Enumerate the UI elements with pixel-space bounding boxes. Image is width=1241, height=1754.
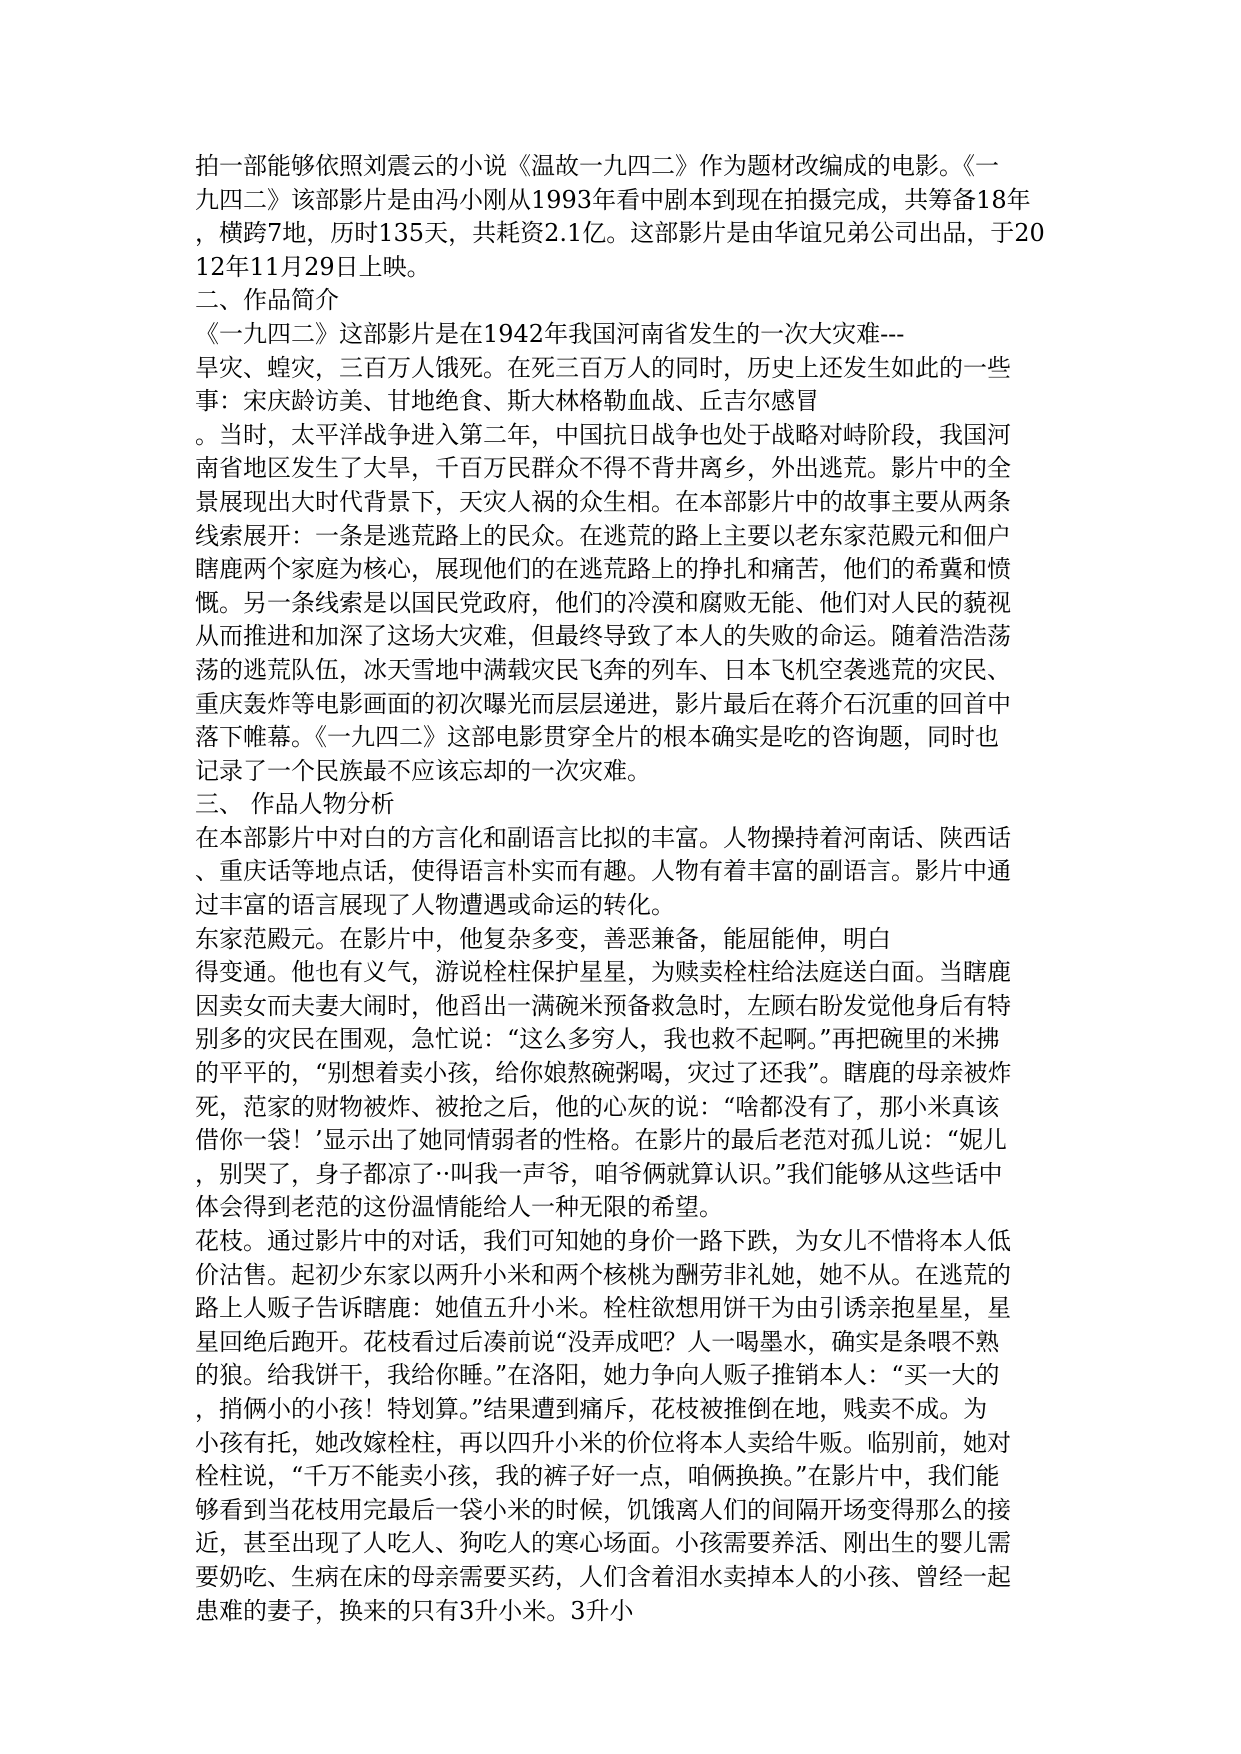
text-line: 线索展开：一条是逃荒路上的民众。在逃荒的路上主要以老东家范殿元和佃户	[195, 521, 1011, 550]
text-line: 重庆轰炸等电影画面的初次曝光而层层递进，影片最后在蒋介石沉重的回首中	[195, 689, 1011, 718]
text-line: 借你一袋！’显示出了她同情弱者的性格。在影片的最后老范对孤儿说：“妮儿	[195, 1126, 1007, 1155]
text-line: 的平平的，“别想着卖小孩，给你娘熬碗粥喝，灾过了还我”。瞎鹿的母亲被炸	[195, 1059, 1012, 1088]
text-line: 别多的灾民在围观，急忙说：“这么多穷人，我也救不起啊。”再把碗里的米拂	[195, 1025, 1000, 1054]
text-line: 因卖女而夫妻大闹时，他舀出一满碗米预备救急时，左顾右盼发觉他身后有特	[195, 991, 1011, 1020]
text-line: 星回绝后跑开。花枝看过后凑前说“没弄成吧？人一喝墨水，确实是条喂不熟	[195, 1327, 1000, 1356]
text-line: 景展现出大时代背景下，天灾人祸的众生相。在本部影片中的故事主要从两条	[195, 487, 1011, 516]
text-line: 东家范殿元。在影片中，他复杂多变，善恶兼备，能屈能伸，明白	[195, 924, 891, 953]
text-line: ，别哭了，身子都凉了··叫我一声爷，咱爷俩就算认识。”我们能够从这些话中	[195, 1159, 1003, 1188]
text-line: 三、 作品人物分析	[195, 790, 395, 819]
text-line: 得变通。他也有义气，游说栓柱保护星星，为赎卖栓柱给法庭送白面。当瞎鹿	[195, 958, 1011, 987]
text-line: 拍一部能够依照刘震云的小说《温故一九四二》作为题材改编成的电影。《一	[195, 152, 999, 180]
text-line: 南省地区发生了大旱，千百万民群众不得不背井离乡，外出逃荒。影片中的全	[195, 454, 1011, 483]
text-line: 体会得到老范的这份温情能给人一种无限的希望。	[195, 1193, 723, 1222]
text-line: 记录了一个民族最不应该忘却的一次灾难。	[195, 756, 651, 785]
text-line: 小孩有托，她改嫁栓柱，再以四升小米的价位将本人卖给牛贩。临别前，她对	[195, 1428, 1011, 1457]
text-line: 栓柱说，“千万不能卖小孩，我的裤子好一点，咱俩换换。”在影片中，我们能	[195, 1462, 1000, 1491]
text-line: 死，范家的财物被炸、被抢之后，他的心灰的说：“啥都没有了，那小米真该	[195, 1092, 1000, 1121]
text-line: 九四二》该部影片是由冯小刚从1993年看中剧本到现在拍摄完成，共筹备18年	[195, 185, 1031, 214]
text-line: 瞎鹿两个家庭为核心，展现他们的在逃荒路上的挣扎和痛苦，他们的希冀和愤	[195, 555, 1011, 584]
document-page	[195, 150, 1045, 1628]
text-line: 旱灾、蝗灾，三百万人饿死。在死三百万人的同时，历史上还发生如此的一些	[195, 353, 1011, 382]
text-line: 、重庆话等地点话，使得语言朴实而有趣。人物有着丰富的副语言。影片中通	[195, 857, 1011, 886]
text-line: 落下帷幕。《一九四二》这部电影贯穿全片的根本确实是吃的咨询题，同时也	[195, 723, 999, 752]
text-line: 从而推进和加深了这场大灾难，但最终导致了本人的失败的命运。随着浩浩荡	[195, 622, 1011, 651]
text-line: 荡的逃荒队伍，冰天雪地中满载灾民飞奔的列车、日本飞机空袭逃荒的灾民、	[195, 655, 1011, 684]
text-line: 近，甚至出现了人吃人、狗吃人的寒心场面。小孩需要养活、刚出生的婴儿需	[195, 1529, 1011, 1558]
text-line: 花枝。通过影片中的对话，我们可知她的身价一路下跌，为女儿不惜将本人低	[195, 1227, 1011, 1255]
text-line: 要奶吃、生病在床的母亲需要买药，人们含着泪水卖掉本人的小孩、曾经一起	[195, 1562, 1011, 1591]
text-line: 在本部影片中对白的方言化和副语言比拟的丰富。人物操持着河南话、陕西话	[195, 823, 1011, 852]
text-line: 患难的妻子，换来的只有3升小米。3升小	[195, 1596, 634, 1625]
text-line: 价沽售。起初少东家以两升小米和两个核桃为酬劳非礼她，她不从。在逃荒的	[195, 1260, 1011, 1289]
text-line: 的狼。给我饼干，我给你睡。”在洛阳，她力争向人贩子推销本人：“买一大的	[195, 1361, 1000, 1390]
text-line: 事：宋庆龄访美、甘地绝食、斯大林格勒血战、丘吉尔感冒	[195, 387, 819, 416]
text-line: 过丰富的语言展现了人物遭遇或命运的转化。	[195, 891, 675, 920]
text-line: ，横跨7地，历时135天，共耗资2.1亿。这部影片是由华谊兄弟公司出品，于20	[195, 219, 1045, 248]
text-line: 路上人贩子告诉瞎鹿：她值五升小米。栓柱欲想用饼干为由引诱亲抱星星，星	[195, 1294, 1011, 1323]
text-line: 二、作品简介	[195, 286, 339, 315]
text-line: 12年11月29日上映。	[195, 252, 431, 281]
text-line: 够看到当花枝用完最后一袋小米的时候，饥饿离人们的间隔开场变得那么的接	[195, 1495, 1011, 1524]
text-line: ，捎俩小的小孩！特划算。”结果遭到痛斥，花枝被推倒在地，贱卖不成。为	[195, 1394, 988, 1423]
text-line: 慨。另一条线索是以国民党政府，他们的冷漠和腐败无能、他们对人民的藐视	[195, 588, 1011, 617]
text-line: 。当时，太平洋战争进入第二年，中国抗日战争也处于战略对峙阶段，我国河	[195, 420, 1011, 449]
text-line: 《一九四二》这部影片是在1942年我国河南省发生的一次大灾难---	[195, 319, 905, 348]
